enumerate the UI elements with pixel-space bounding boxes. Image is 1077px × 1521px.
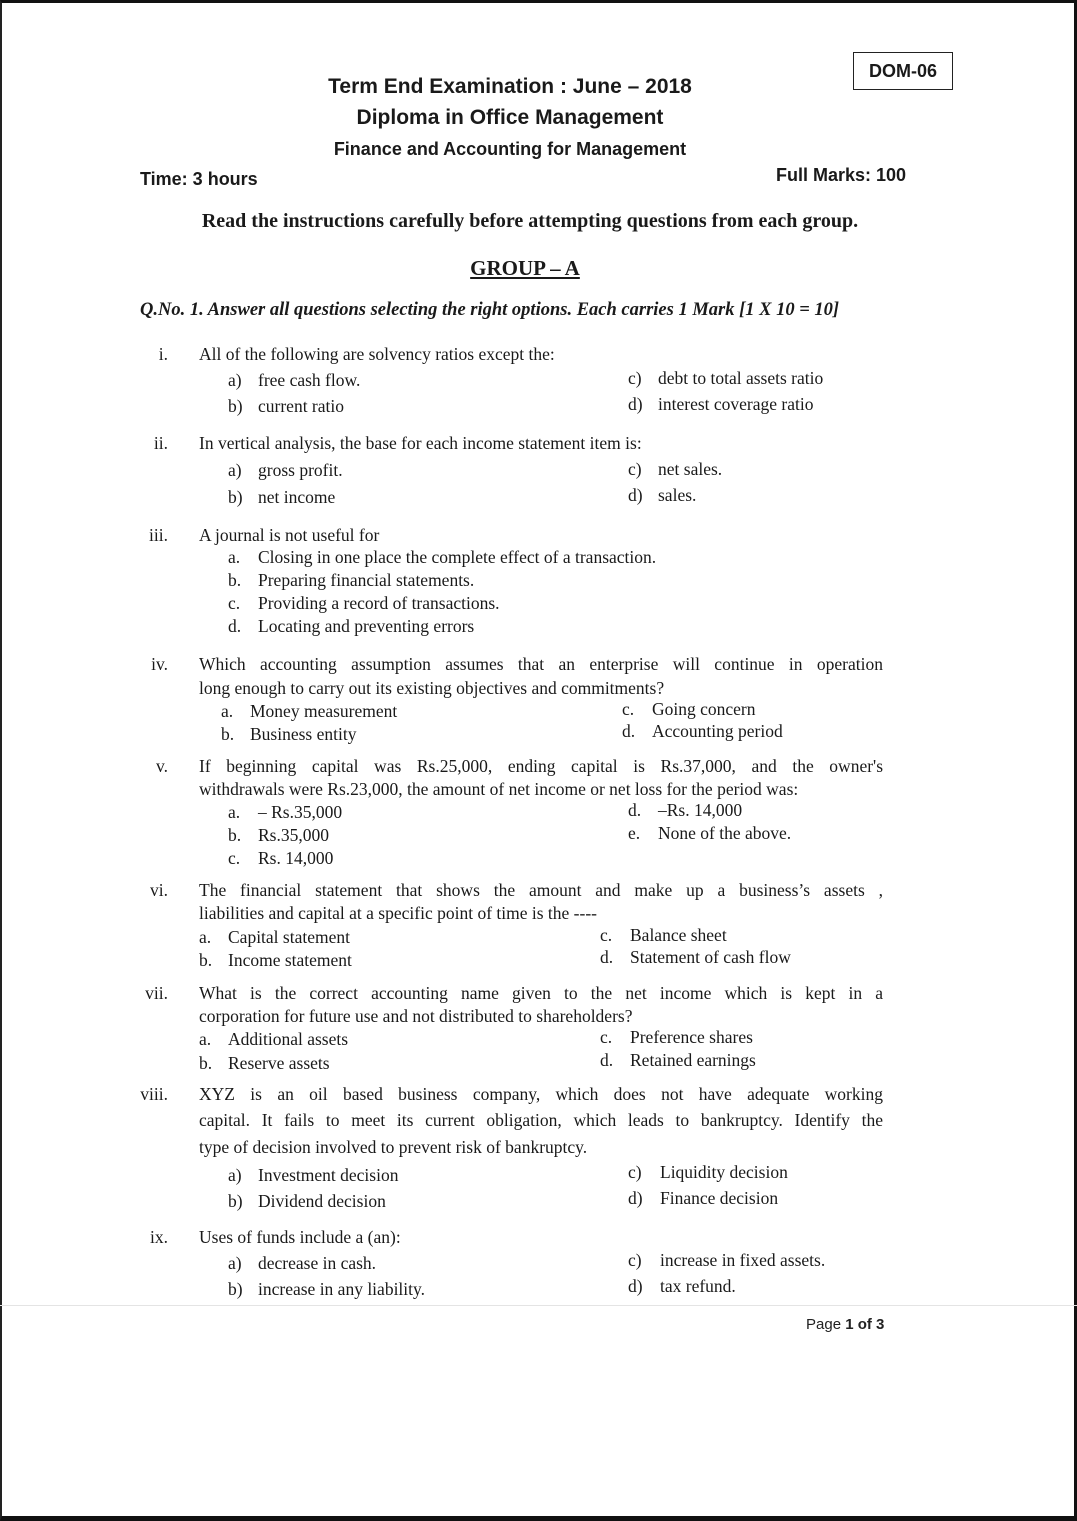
option-text: decrease in cash. <box>258 1253 377 1273</box>
option-text: Finance decision <box>660 1188 779 1208</box>
question-text: capital. It fails to meet its current obligation, which leads to bankruptcy. Identify the <box>199 1110 883 1130</box>
option-label: c) <box>628 1162 642 1182</box>
option-text: interest coverage ratio <box>658 394 814 414</box>
question-text: type of decision involved to prevent risk of bankruptcy. <box>199 1137 588 1157</box>
option-text: increase in any liability. <box>258 1279 426 1299</box>
option-label: c. <box>600 1027 613 1047</box>
question-text: liabilities and capital at a specific point of time is the ---- <box>199 903 597 923</box>
option-text: Closing in one place the complete effect of a transaction. <box>258 547 657 567</box>
question-number: v. <box>156 756 168 776</box>
question-number: ix. <box>150 1227 168 1247</box>
option-label: c. <box>228 848 241 868</box>
option-text: net income <box>258 487 336 507</box>
question-number: vii. <box>145 983 168 1003</box>
option-text: Additional assets <box>228 1029 349 1049</box>
option-label: d. <box>600 1050 614 1070</box>
option-text: Statement of cash flow <box>630 947 791 967</box>
option-text: net sales. <box>658 459 723 479</box>
group-heading: GROUP – A <box>470 256 580 280</box>
option-label: d. <box>600 947 614 967</box>
option-text: Reserve assets <box>228 1053 330 1073</box>
question-text: Which accounting assumption assumes that an enterprise will continue in operation <box>199 654 883 674</box>
option-label: b) <box>228 1191 243 1211</box>
option-label: c) <box>628 459 642 479</box>
option-label: a. <box>199 927 212 947</box>
option-label: c. <box>228 593 241 613</box>
question-text: XYZ is an oil based business company, which does not have adequate working <box>199 1084 883 1104</box>
question-text: long enough to carry out its existing objectives and commitments? <box>199 678 665 698</box>
page-of: of <box>853 1316 877 1333</box>
subject-title: Finance and Accounting for Management <box>333 139 687 159</box>
option-text: tax refund. <box>660 1276 736 1296</box>
option-text: Accounting period <box>652 721 783 741</box>
full-marks: Full Marks: 100 <box>776 165 907 185</box>
question-number: vi. <box>150 880 168 900</box>
question-heading: Q.No. 1. Answer all questions selecting the right options. Each carries 1 Mark [1 X 10 = 10] <box>140 300 840 320</box>
divider <box>0 1305 1077 1306</box>
option-label: a) <box>228 1165 242 1185</box>
option-text: Income statement <box>228 950 352 970</box>
question-number: viii. <box>140 1084 168 1104</box>
option-label: a) <box>228 1253 242 1273</box>
option-label: b) <box>228 487 243 507</box>
option-text: Business entity <box>250 724 357 744</box>
option-text: Balance sheet <box>630 925 727 945</box>
option-label: a. <box>228 547 241 567</box>
question-number: i. <box>158 344 168 364</box>
option-label: d. <box>228 616 242 636</box>
question-text: All of the following are solvency ratios except the: <box>199 344 555 364</box>
option-label: a. <box>199 1029 212 1049</box>
question-number: iv. <box>151 654 168 674</box>
exam-title: Term End Examination : June – 2018 <box>328 75 692 98</box>
question-number: iii. <box>149 525 168 545</box>
time-allowed: Time: 3 hours <box>140 169 258 189</box>
course-code-box: DOM-06 <box>853 52 953 90</box>
page-number <box>806 1316 884 1333</box>
option-label: c. <box>600 925 613 945</box>
question-text: Uses of funds include a (an): <box>199 1227 401 1247</box>
option-text: Capital statement <box>228 927 350 947</box>
question-text: If beginning capital was Rs.25,000, ending capital is Rs.37,000, and the owner's <box>199 756 883 776</box>
option-label: d. <box>628 800 642 820</box>
option-text: current ratio <box>258 396 344 416</box>
option-label: d. <box>622 721 636 741</box>
option-label: b. <box>199 1053 213 1073</box>
option-label: b. <box>228 825 242 845</box>
option-text: Rs.35,000 <box>258 825 329 845</box>
question-text: withdrawals were Rs.23,000, the amount of net income or net loss for the period was: <box>199 779 799 799</box>
option-text: sales. <box>658 485 697 505</box>
question-text: The financial statement that shows the amount and make up a business’s assets , <box>199 880 883 900</box>
option-label: d) <box>628 1188 643 1208</box>
option-text: Preference shares <box>630 1027 753 1047</box>
option-text: – Rs.35,000 <box>258 802 343 822</box>
option-label: d) <box>628 394 643 414</box>
option-text: –Rs. 14,000 <box>658 800 743 820</box>
instructions: Read the instructions carefully before attempting questions from each group. <box>201 210 859 232</box>
program-title: Diploma in Office Management <box>356 106 664 129</box>
option-text: Going concern <box>652 699 756 719</box>
option-label: b) <box>228 396 243 416</box>
option-label: c) <box>628 1250 642 1270</box>
question-text: What is the correct accounting name given to the net income which is kept in a <box>199 983 883 1003</box>
option-label: d) <box>628 485 643 505</box>
question-text: A journal is not useful for <box>199 525 380 545</box>
option-text: gross profit. <box>258 460 343 480</box>
option-label: e. <box>628 823 641 843</box>
option-label: a) <box>228 460 242 480</box>
option-label: c. <box>622 699 635 719</box>
option-label: b) <box>228 1279 243 1299</box>
option-text: Preparing financial statements. <box>258 570 475 590</box>
question-text: corporation for future use and not distributed to shareholders? <box>199 1006 633 1026</box>
option-text: Money measurement <box>250 701 398 721</box>
option-text: Retained earnings <box>630 1050 756 1070</box>
question-number: ii. <box>153 433 168 453</box>
option-text: Liquidity decision <box>660 1162 788 1182</box>
option-label: c) <box>628 368 642 388</box>
option-text: Rs. 14,000 <box>258 848 334 868</box>
option-label: d) <box>628 1276 643 1296</box>
option-label: b. <box>228 570 242 590</box>
option-label: a) <box>228 370 242 390</box>
option-text: debt to total assets ratio <box>658 368 824 388</box>
option-text: Providing a record of transactions. <box>258 593 500 613</box>
option-label: a. <box>221 701 234 721</box>
option-text: Investment decision <box>258 1165 399 1185</box>
page-current: 1 <box>845 1316 854 1333</box>
option-label: a. <box>228 802 241 822</box>
option-label: b. <box>199 950 213 970</box>
option-text: increase in fixed assets. <box>660 1250 826 1270</box>
page-label: Page <box>806 1316 846 1333</box>
page-total: 3 <box>876 1316 885 1333</box>
option-text: Locating and preventing errors <box>258 616 475 636</box>
option-text: free cash flow. <box>258 370 361 390</box>
question-text: In vertical analysis, the base for each income statement item is: <box>199 433 642 453</box>
option-text: None of the above. <box>658 823 792 843</box>
option-text: Dividend decision <box>258 1191 386 1211</box>
option-label: b. <box>221 724 235 744</box>
